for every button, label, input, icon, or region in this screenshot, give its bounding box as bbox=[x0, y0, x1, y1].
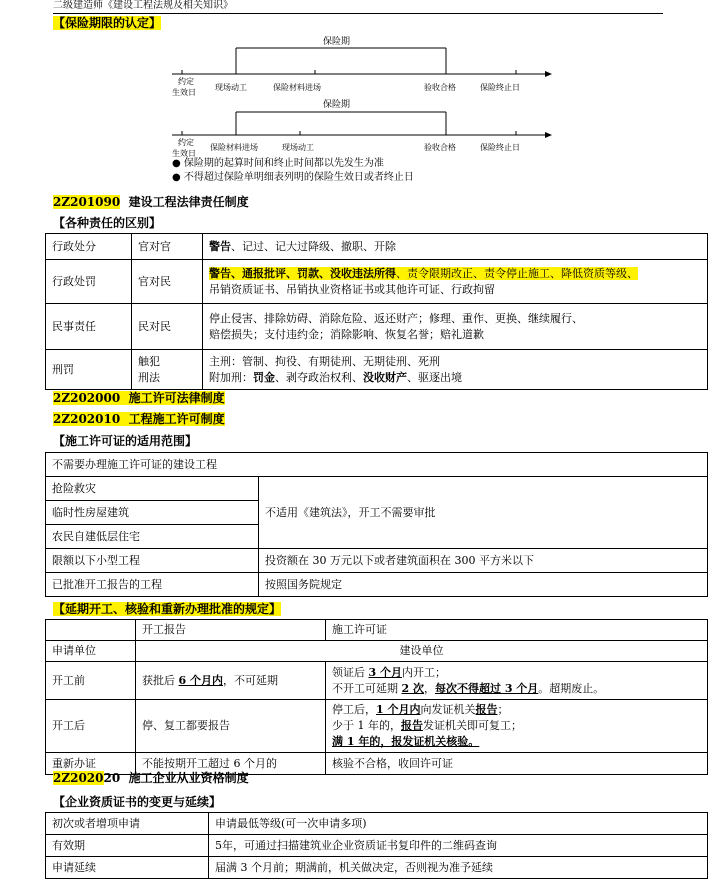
delay-rules-table bbox=[45, 619, 708, 775]
table-row: 开工报告 施工许可证 bbox=[46, 620, 708, 641]
table-row: 申请单位 建设单位 bbox=[46, 641, 708, 662]
svg-text:约定: 约定 bbox=[178, 138, 194, 147]
table-row: 刑罚 触犯 刑法 主刑：管制、拘役、有期徒刑、无期徒刑、死刑 附加刑：罚金、剥夺政治权利、没收财产、驱逐出境 bbox=[46, 350, 708, 390]
delay-rules-title: 【延期开工、核验和重新办理批准的规定】 bbox=[53, 602, 282, 616]
insurance-period-diagrams bbox=[160, 34, 560, 174]
svg-text:保险材料进场: 保险材料进场 bbox=[273, 83, 321, 92]
liability-table-title: 【各种责任的区别】 bbox=[53, 216, 162, 230]
table-row: 抢险救灾 不适用《建筑法》，开工不需要审批 bbox=[46, 477, 708, 501]
table-row: 重新办证 不能按期开工超过 6 个月的 核验不合格，收回许可证 bbox=[46, 753, 708, 775]
liability-section-heading: 2Z201090 建设工程法律责任制度 bbox=[53, 195, 249, 209]
table-row: 初次或者增项申请 申请最低等级(可一次申请多项) bbox=[46, 813, 708, 835]
insurance-bullet-2: ● 不得超过保险单明细表列明的保险生效日或者终止日 bbox=[172, 172, 414, 183]
permit-section-heading: 2Z202000 施工许可法律制度 bbox=[53, 391, 225, 405]
insurance-bullet-1: ● 保险期的起算时间和终止时间都以先发生为准 bbox=[172, 158, 384, 169]
table-row: 行政处分 官对官 警告、记过、记大过降级、撤职、开除 bbox=[46, 234, 708, 260]
svg-text:约定: 约定 bbox=[178, 77, 194, 86]
permit-scope-title: 【施工许可证的适用范围】 bbox=[53, 434, 198, 448]
diagram2-period-label: 保险期 bbox=[323, 100, 351, 110]
diagram1-period-label: 保险期 bbox=[323, 37, 351, 47]
svg-text:验收合格: 验收合格 bbox=[424, 83, 456, 92]
svg-text:验收合格: 验收合格 bbox=[424, 143, 456, 152]
permit-scope-table bbox=[45, 452, 708, 597]
insurance-section-title: 【保险期限的认定】 bbox=[53, 16, 162, 30]
table-row: 行政处罚 官对民 警告、通报批评、罚款、没收违法所得、责令限期改正、责令停止施工、降低资质等级、 吊销资质证书、吊销执业资格证书或其他许可证、行政拘留 bbox=[46, 260, 708, 304]
table-row: 已批准开工报告的工程 按照国务院规定 bbox=[46, 573, 708, 597]
svg-text:现场动工: 现场动工 bbox=[282, 143, 314, 152]
diagram-2 bbox=[172, 98, 552, 158]
svg-text:保险材料进场: 保险材料进场 bbox=[210, 143, 258, 152]
svg-text:生效日: 生效日 bbox=[172, 149, 196, 158]
svg-text:保险终止日: 保险终止日 bbox=[480, 83, 520, 92]
table-row: 限额以下小型工程 投资额在 30 万元以下或者建筑面积在 300 平方米以下 bbox=[46, 549, 708, 573]
table-row: 开工后 停、复工都要报告 停工后，1 个月内向发证机关报告； 少于 1 年的，报告发证机关即可复工； 满 1 年的，报发证机关核验。 bbox=[46, 700, 708, 753]
diagram-1 bbox=[172, 35, 552, 97]
svg-text:生效日: 生效日 bbox=[172, 88, 196, 97]
table-row: 临时性房屋建筑 bbox=[46, 501, 708, 525]
qualification-table bbox=[45, 812, 708, 879]
svg-text:保险终止日: 保险终止日 bbox=[480, 143, 520, 152]
table-row: 不需要办理施工许可证的建设工程 bbox=[46, 453, 708, 477]
table-row: 开工前 获批后 6 个月内，不可延期 领证后 3 个月内开工； 不开工可延期 2 次，每次不得超过 3 个月。超期废止。 bbox=[46, 662, 708, 700]
qualification-table-title: 【企业资质证书的变更与延续】 bbox=[53, 795, 222, 809]
table-row: 申请延续 届满 3 个月前；期满前，机关做决定，否则视为准予延续 bbox=[46, 857, 708, 879]
table-row: 有效期 5年，可通过扫描建筑业企业资质证书复印件的二维码查询 bbox=[46, 835, 708, 857]
table-row: 民事责任 民对民 停止侵害、排除妨碍、消除危险、返还财产；修理、重作、更换、继续履行、 赔偿损失；支付违约金；消除影响、恢复名誉；赔礼道歉 bbox=[46, 304, 708, 350]
page-header: 二级建造师《建设工程法规及相关知识》 bbox=[53, 0, 663, 14]
qualification-section-heading: 2Z202020 施工企业从业资格制度 bbox=[53, 771, 249, 785]
table-row: 农民自建低层住宅 bbox=[46, 525, 708, 549]
liability-table bbox=[45, 233, 708, 390]
svg-text:现场动工: 现场动工 bbox=[215, 83, 247, 92]
permit-subsection-heading: 2Z202010 工程施工许可制度 bbox=[53, 412, 225, 426]
